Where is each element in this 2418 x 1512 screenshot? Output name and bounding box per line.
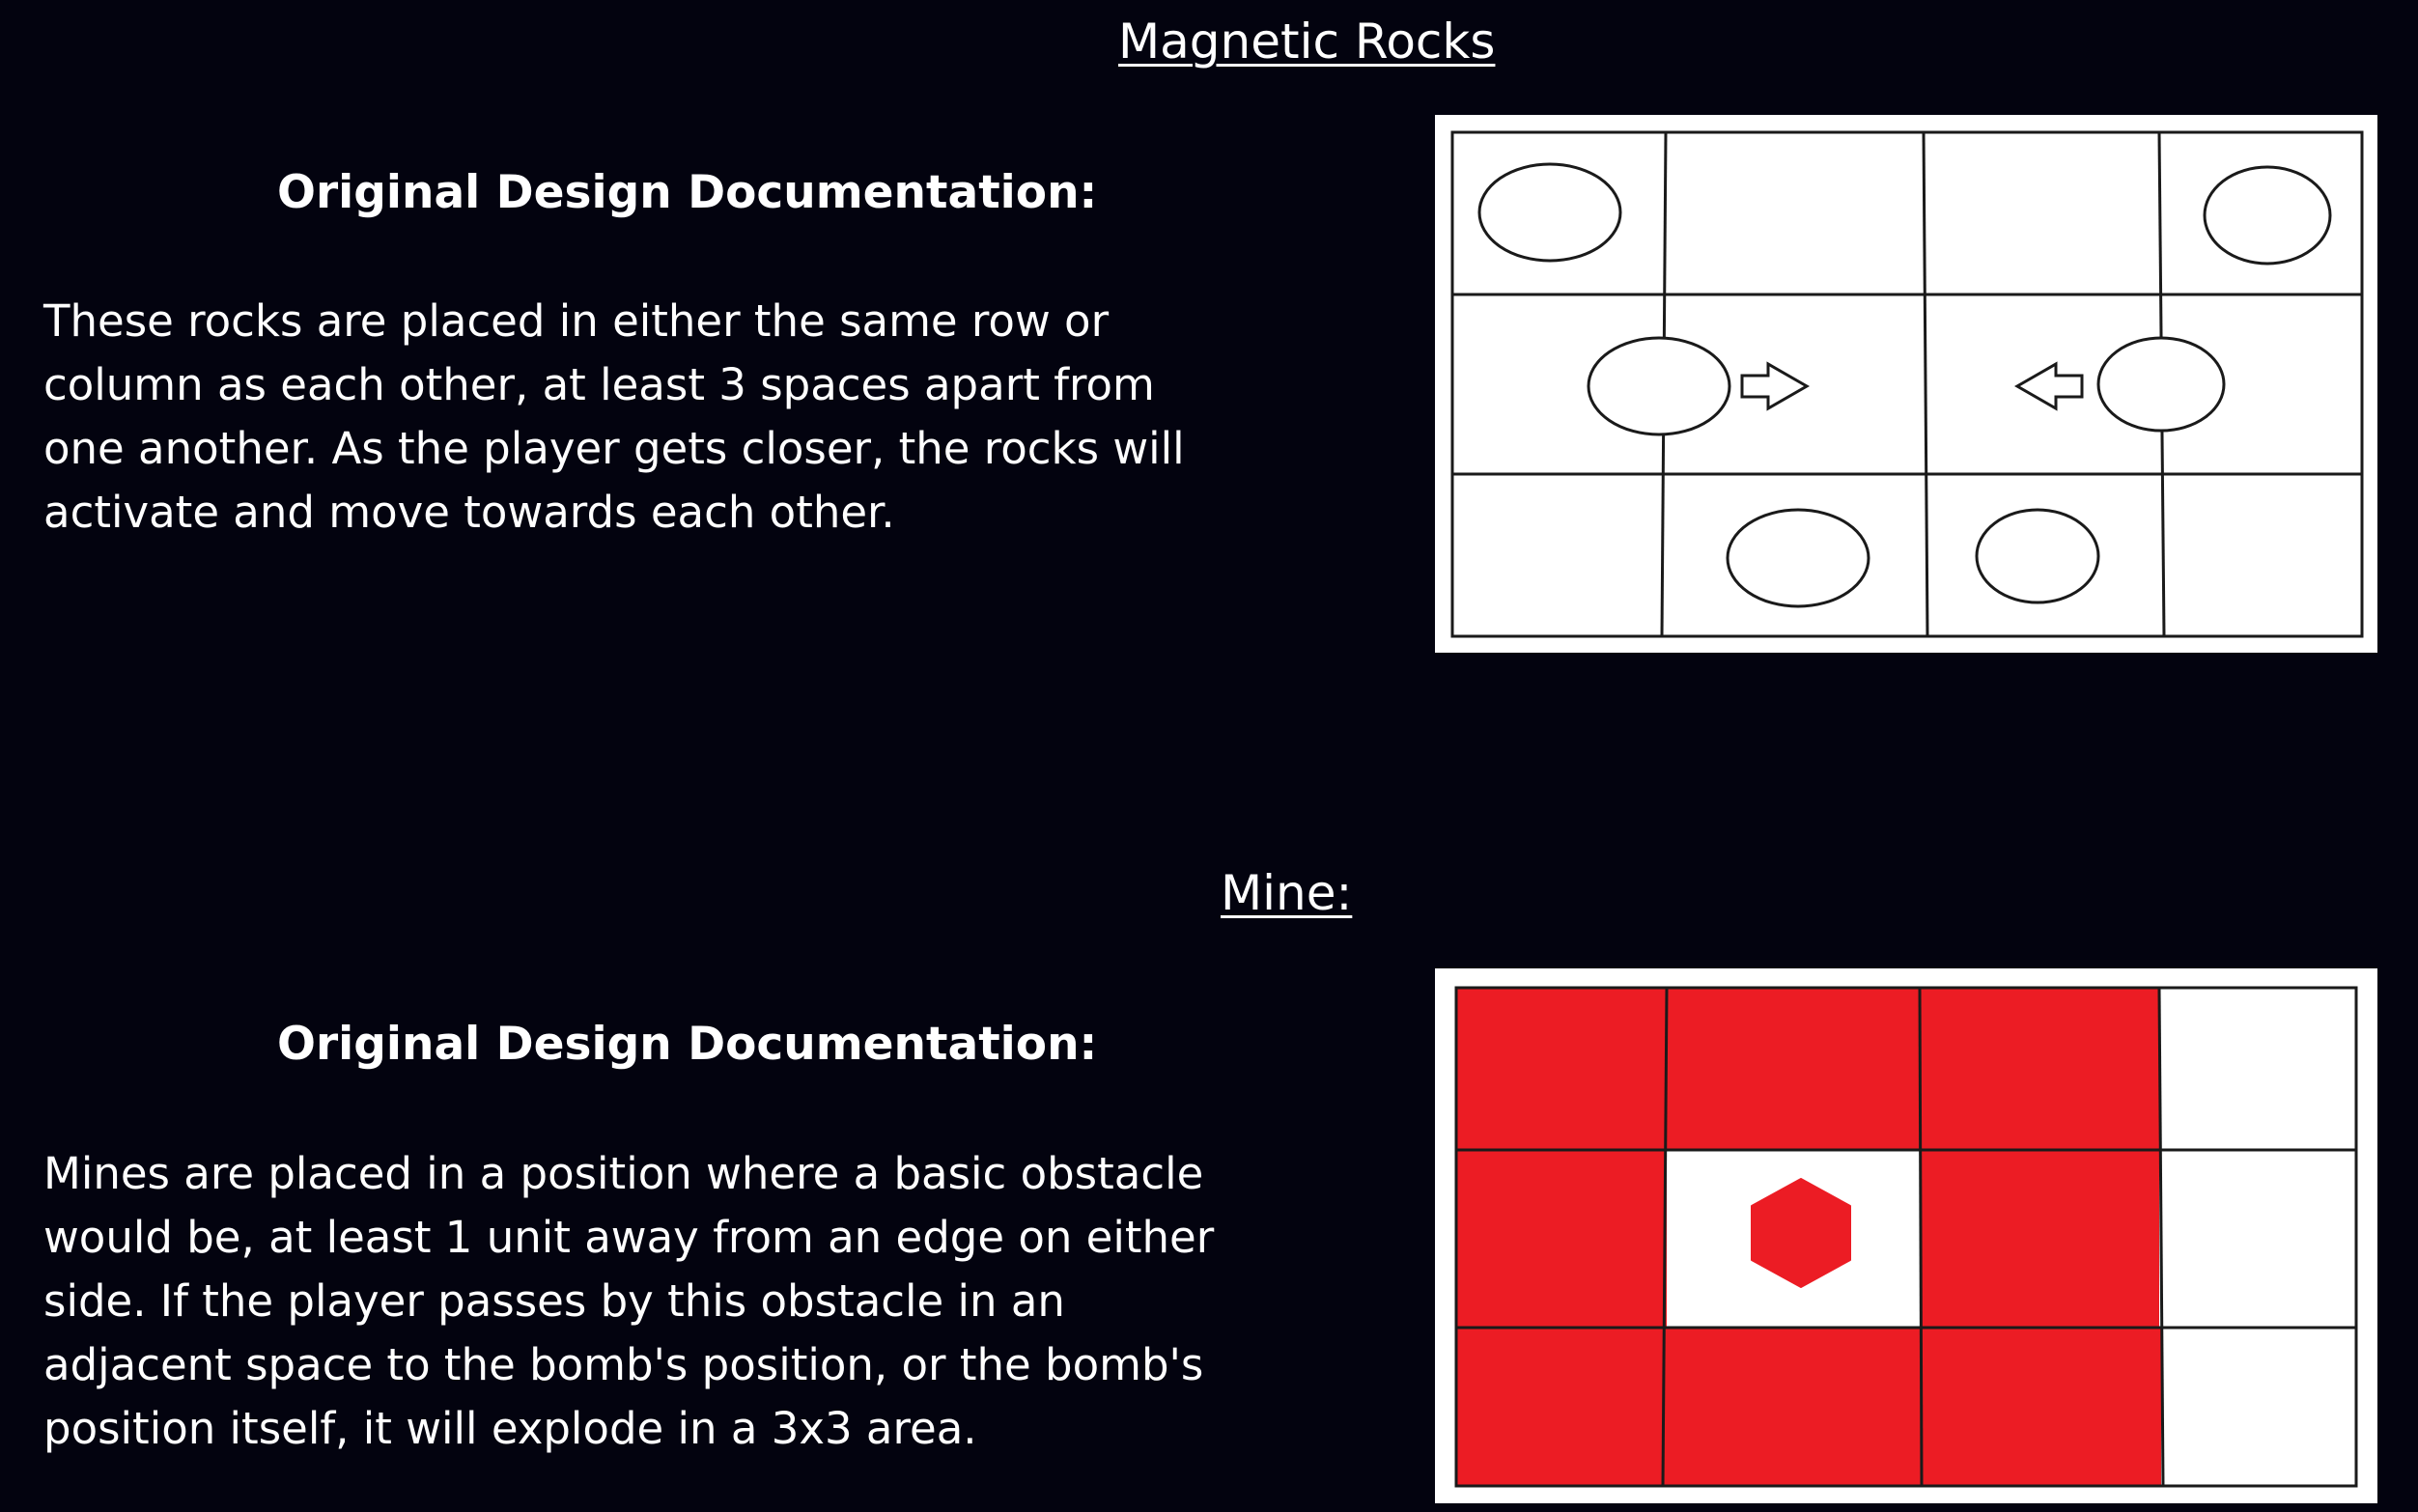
description-line: These rocks are placed in either the same row or bbox=[43, 295, 1110, 347]
blast-cell bbox=[1456, 1328, 1667, 1486]
mine-grid bbox=[1435, 968, 2377, 1503]
rock-icon bbox=[1728, 510, 1869, 606]
magnetic-rocks-doc-heading: Original Design Documentation: bbox=[277, 166, 1098, 219]
mine-doc-heading: Original Design Documentation: bbox=[277, 1018, 1098, 1071]
blast-cell bbox=[1920, 988, 2159, 1150]
grid-line bbox=[1920, 988, 1922, 1486]
description-line: would be, at least 1 unit away from an edge on either bbox=[43, 1212, 1215, 1263]
mine-title: Mine: bbox=[1221, 865, 1353, 921]
rock-icon bbox=[2098, 338, 2224, 431]
magnetic-rocks-diagram bbox=[1435, 115, 2377, 653]
mine-icon bbox=[1752, 1179, 1850, 1287]
blast-cell bbox=[1456, 1150, 1667, 1328]
mine-description bbox=[43, 1142, 1214, 1461]
description-line: activate and move towards each other. bbox=[43, 487, 895, 538]
description-line: column as each other, at least 3 spaces apart from bbox=[43, 359, 1155, 410]
rock-icon bbox=[1977, 510, 2098, 602]
description-line: side. If the player passes by this obstacle in an bbox=[43, 1275, 1065, 1327]
blast-cell bbox=[1667, 1328, 1920, 1486]
description-line: one another. As the player gets closer, the rocks will bbox=[43, 423, 1185, 474]
magnetic-rocks-title: Magnetic Rocks bbox=[1118, 14, 1496, 70]
description-line: adjacent space to the bomb's position, or the bomb's bbox=[43, 1339, 1204, 1390]
magnetic-rocks-grid bbox=[1435, 115, 2377, 653]
blast-cell bbox=[1920, 1150, 2159, 1328]
mine-diagram bbox=[1435, 968, 2377, 1503]
blast-cell bbox=[1667, 988, 1920, 1150]
rock-icon bbox=[1589, 338, 1729, 434]
description-line: Mines are placed in a position where a basic obstacle bbox=[43, 1148, 1204, 1199]
magnetic-rocks-description bbox=[43, 290, 1185, 545]
description-line: position itself, it will explode in a 3x3 area. bbox=[43, 1403, 977, 1454]
blast-cell bbox=[1456, 988, 1667, 1150]
rock-icon bbox=[2205, 167, 2330, 264]
blast-cell bbox=[1920, 1328, 2161, 1486]
rock-icon bbox=[1479, 164, 1620, 261]
